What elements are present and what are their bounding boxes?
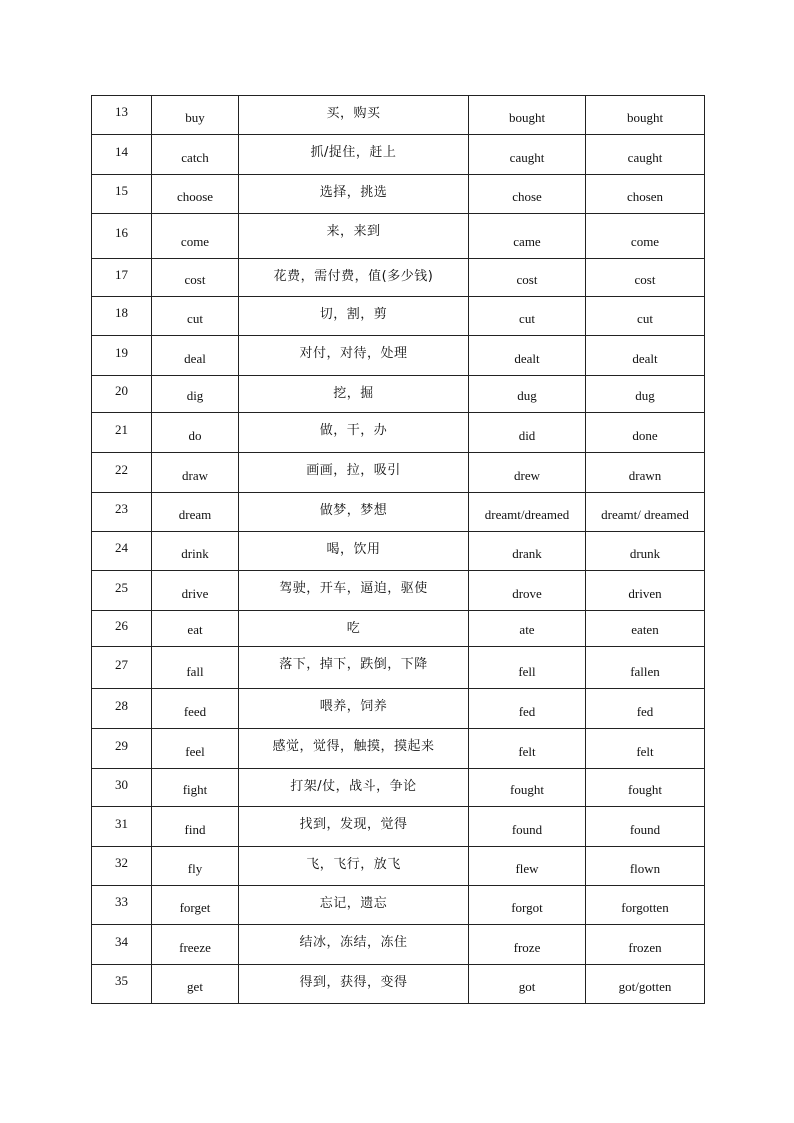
row-number-cell: 14	[92, 135, 152, 175]
table-row	[92, 611, 705, 647]
past-tense-cell: fed	[469, 689, 586, 729]
past-tense-cell: did	[469, 413, 586, 453]
chinese-meaning-cell: 飞，飞行，放飞	[239, 847, 469, 886]
chinese-meaning-cell: 花费，需付费，值(多少钱)	[239, 259, 469, 297]
past-participle-cell: frozen	[586, 925, 705, 965]
past-tense-cell: dealt	[469, 336, 586, 376]
chinese-meaning-cell: 做梦，梦想	[239, 493, 469, 532]
row-number-cell: 30	[92, 769, 152, 807]
chinese-meaning-cell: 喂养，饲养	[239, 689, 469, 729]
table-row	[92, 925, 705, 965]
chinese-meaning-cell: 落下，掉下，跌倒，下降	[239, 647, 469, 689]
past-participle-cell: dug	[586, 376, 705, 413]
row-number-cell: 20	[92, 376, 152, 413]
past-tense-cell: dreamt/dreamed	[469, 493, 586, 532]
table-row	[92, 647, 705, 689]
table-row	[92, 96, 705, 135]
table-row	[92, 413, 705, 453]
past-participle-cell: dreamt/ dreamed	[586, 493, 705, 532]
row-number-cell: 26	[92, 611, 152, 647]
past-tense-cell: froze	[469, 925, 586, 965]
past-tense-cell: fought	[469, 769, 586, 807]
base-form-cell: dream	[152, 493, 239, 532]
base-form-cell: dig	[152, 376, 239, 413]
past-participle-cell: fed	[586, 689, 705, 729]
chinese-meaning-cell: 来，来到	[239, 214, 469, 259]
base-form-cell: drive	[152, 571, 239, 611]
chinese-meaning-cell: 喝，饮用	[239, 532, 469, 571]
past-tense-cell: dug	[469, 376, 586, 413]
table-row	[92, 769, 705, 807]
base-form-cell: draw	[152, 453, 239, 493]
chinese-meaning-cell: 结冰，冻结，冻住	[239, 925, 469, 965]
past-tense-cell: fell	[469, 647, 586, 689]
row-number-cell: 24	[92, 532, 152, 571]
row-number-cell: 16	[92, 214, 152, 259]
base-form-cell: freeze	[152, 925, 239, 965]
past-participle-cell: drawn	[586, 453, 705, 493]
past-participle-cell: cost	[586, 259, 705, 297]
chinese-meaning-cell: 得到，获得，变得	[239, 965, 469, 1004]
chinese-meaning-cell: 找到，发现，觉得	[239, 807, 469, 847]
base-form-cell: come	[152, 214, 239, 259]
table-row	[92, 729, 705, 769]
past-tense-cell: chose	[469, 175, 586, 214]
past-participle-cell: forgotten	[586, 886, 705, 925]
base-form-cell: forget	[152, 886, 239, 925]
table-row	[92, 571, 705, 611]
past-tense-cell: cut	[469, 297, 586, 336]
past-participle-cell: got/gotten	[586, 965, 705, 1004]
past-participle-cell: caught	[586, 135, 705, 175]
base-form-cell: cut	[152, 297, 239, 336]
row-number-cell: 22	[92, 453, 152, 493]
past-participle-cell: cut	[586, 297, 705, 336]
past-participle-cell: driven	[586, 571, 705, 611]
past-participle-cell: drunk	[586, 532, 705, 571]
irregular-verbs-table	[91, 95, 705, 1004]
chinese-meaning-cell: 吃	[239, 611, 469, 647]
past-participle-cell: dealt	[586, 336, 705, 376]
row-number-cell: 33	[92, 886, 152, 925]
table-row	[92, 135, 705, 175]
past-tense-cell: came	[469, 214, 586, 259]
row-number-cell: 15	[92, 175, 152, 214]
chinese-meaning-cell: 切，割，剪	[239, 297, 469, 336]
past-tense-cell: drank	[469, 532, 586, 571]
row-number-cell: 35	[92, 965, 152, 1004]
past-participle-cell: done	[586, 413, 705, 453]
table-row	[92, 965, 705, 1004]
past-participle-cell: felt	[586, 729, 705, 769]
past-tense-cell: got	[469, 965, 586, 1004]
past-tense-cell: felt	[469, 729, 586, 769]
past-tense-cell: drove	[469, 571, 586, 611]
base-form-cell: find	[152, 807, 239, 847]
base-form-cell: fly	[152, 847, 239, 886]
base-form-cell: choose	[152, 175, 239, 214]
base-form-cell: fight	[152, 769, 239, 807]
base-form-cell: do	[152, 413, 239, 453]
chinese-meaning-cell: 买，购买	[239, 96, 469, 135]
row-number-cell: 23	[92, 493, 152, 532]
row-number-cell: 28	[92, 689, 152, 729]
table-row	[92, 847, 705, 886]
row-number-cell: 29	[92, 729, 152, 769]
past-tense-cell: flew	[469, 847, 586, 886]
chinese-meaning-cell: 做，干，办	[239, 413, 469, 453]
row-number-cell: 18	[92, 297, 152, 336]
table-row	[92, 336, 705, 376]
row-number-cell: 31	[92, 807, 152, 847]
chinese-meaning-cell: 忘记，遗忘	[239, 886, 469, 925]
base-form-cell: fall	[152, 647, 239, 689]
row-number-cell: 34	[92, 925, 152, 965]
past-participle-cell: chosen	[586, 175, 705, 214]
past-participle-cell: bought	[586, 96, 705, 135]
past-participle-cell: fallen	[586, 647, 705, 689]
chinese-meaning-cell: 挖，掘	[239, 376, 469, 413]
row-number-cell: 32	[92, 847, 152, 886]
past-participle-cell: come	[586, 214, 705, 259]
past-tense-cell: cost	[469, 259, 586, 297]
past-participle-cell: flown	[586, 847, 705, 886]
past-participle-cell: found	[586, 807, 705, 847]
past-tense-cell: found	[469, 807, 586, 847]
base-form-cell: buy	[152, 96, 239, 135]
past-tense-cell: drew	[469, 453, 586, 493]
table-row	[92, 259, 705, 297]
past-tense-cell: forgot	[469, 886, 586, 925]
past-tense-cell: caught	[469, 135, 586, 175]
row-number-cell: 25	[92, 571, 152, 611]
past-tense-cell: bought	[469, 96, 586, 135]
chinese-meaning-cell: 抓/捉住，赶上	[239, 135, 469, 175]
table-row	[92, 493, 705, 532]
chinese-meaning-cell: 打架/仗，战斗，争论	[239, 769, 469, 807]
base-form-cell: cost	[152, 259, 239, 297]
row-number-cell: 21	[92, 413, 152, 453]
row-number-cell: 27	[92, 647, 152, 689]
row-number-cell: 13	[92, 96, 152, 135]
row-number-cell: 17	[92, 259, 152, 297]
past-participle-cell: fought	[586, 769, 705, 807]
chinese-meaning-cell: 感觉，觉得，触摸，摸起来	[239, 729, 469, 769]
base-form-cell: catch	[152, 135, 239, 175]
past-participle-cell: eaten	[586, 611, 705, 647]
table-row	[92, 376, 705, 413]
table-body	[92, 96, 705, 1004]
base-form-cell: drink	[152, 532, 239, 571]
table-row	[92, 689, 705, 729]
table-row	[92, 807, 705, 847]
table-row	[92, 453, 705, 493]
chinese-meaning-cell: 驾驶，开车，逼迫，驱使	[239, 571, 469, 611]
base-form-cell: deal	[152, 336, 239, 376]
base-form-cell: feel	[152, 729, 239, 769]
chinese-meaning-cell: 画画，拉，吸引	[239, 453, 469, 493]
past-tense-cell: ate	[469, 611, 586, 647]
row-number-cell: 19	[92, 336, 152, 376]
table-row	[92, 886, 705, 925]
base-form-cell: eat	[152, 611, 239, 647]
chinese-meaning-cell: 对付，对待，处理	[239, 336, 469, 376]
table-row	[92, 297, 705, 336]
base-form-cell: get	[152, 965, 239, 1004]
table-row	[92, 214, 705, 259]
table-row	[92, 175, 705, 214]
chinese-meaning-cell: 选择，挑选	[239, 175, 469, 214]
table-row	[92, 532, 705, 571]
base-form-cell: feed	[152, 689, 239, 729]
